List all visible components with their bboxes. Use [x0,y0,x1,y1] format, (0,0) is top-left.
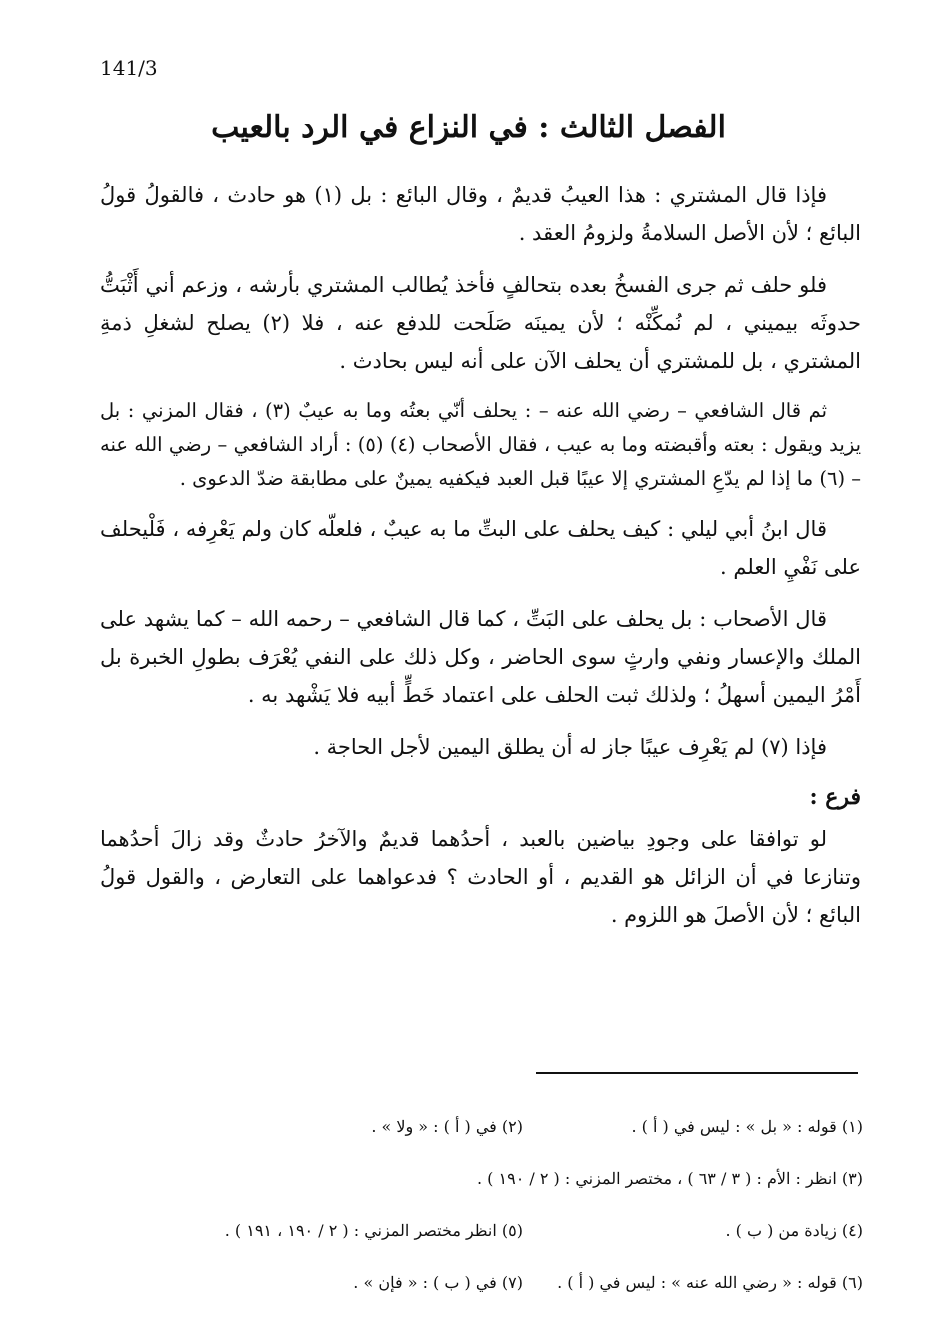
paragraph-3: ثم قال الشافعي – رضي الله عنه – : يحلف أنّي بعتُه وما به عيبٌ (٣) ، فقال المزني : بل يزيد ويقول : بعته وأقبضته وما به عيب ، فقال الأصحاب (٤) (٥) : أراد الشافعي – رضي الله عنه – (٦) ما إذا لم يدّعِ المشتري إلا عيبًا قبل العبد فيكفيه يمينٌ على مطابقة ضدّ الدعوى . [100,399,862,490]
paragraph-2: فلو حلف ثم جرى الفسخُ بعده بتحالفٍ فأخذ يُطالب المشتري بأرشه ، وزعم أني أَثْبَتُّ حدوثَه بيميني ، لم نُمكِّنْه ؛ لأن يمينَه صَلَحت للدفع عنه ، فلا (٢) يصلح لشغلِ ذمةِ المشتري ، بل للمشتري أن يحلف الآن على أنه ليس بحادث . [100,273,861,373]
footnote-row [96,1204,863,1256]
branch-heading: فرع : [809,784,861,810]
paragraph-5: قال الأصحاب : بل يحلف على البَتِّ ، كما قال الشافعي – رحمه الله – كما يشهد على الملك والإعسار ونفي وارثٍ سوى الحاضر ، وكل ذلك على النفي يُعْرَف بطولِ الخبرة بل أَمْرُ اليمين أسهلُ ؛ ولذلك ثبت الحلف على اعتماد خَطٍّ أبيه فلا يَشْهد به . [100,607,861,707]
footnote-row [96,1100,863,1152]
footnote-row [96,1152,863,1204]
chapter-title: الفصل الثالث : في النزاع في الرد بالعيب [211,110,726,145]
footnote-1: (١) قوله : « بل » : ليس في ( أ ) . [631,1116,863,1136]
footnote-7: (٧) في ( ب ) : « فإن » . [353,1272,523,1292]
footnote-2: (٢) في ( أ ) : « ولا » . [371,1116,523,1136]
footnotes [96,1100,863,1308]
paragraph-6: فإذا (٧) لم يَعْرِف عيبًا جاز له أن يطلق اليمين لأجل الحاجة . [313,735,827,759]
main-text [100,176,861,948]
footnote-divider [536,1072,858,1074]
footnote-row [96,1256,863,1308]
branch-paragraph: لو توافقا على وجودِ بياضين بالعبد ، أحدُهما قديمٌ والآخرُ حادثٌ وقد زالَ أحدُهما وتنازعا في أن الزائل هو القديم ، أو الحادث ؟ فدعواهما على التعارض ، والقول قولُ البائع ؛ لأن الأصلَ هو اللزوم . [100,827,861,927]
footnote-3: (٣) انظر : الأم : ( ٣ / ٦٣ ) ، مختصر المزني : ( ٢ / ١٩٠ ) . [477,1168,863,1188]
footnote-6: (٦) قوله : « رضي الله عنه » : ليس في ( أ ) . [557,1272,863,1292]
paragraph-1: فإذا قال المشتري : هذا العيبُ قديمٌ ، وقال البائع : بل (١) هو حادث ، فالقولُ قولُ البائع ؛ لأن الأصل السلامةُ ولزومُ العقد . [100,183,861,245]
paragraph-4: قال ابنُ أبي ليلي : كيف يحلف على البتِّ ما به عيبٌ ، فلعلّه كان ولم يَعْرِفه ، فَلْيحلف على نَفْيِ العلم . [100,517,861,579]
page-number: 141/3 [100,56,158,80]
footnote-5: (٥) انظر مختصر المزني : ( ٢ / ١٩٠ ، ١٩١ ) . [224,1220,523,1240]
footnote-4: (٤) زيادة من ( ب ) . [725,1220,863,1240]
